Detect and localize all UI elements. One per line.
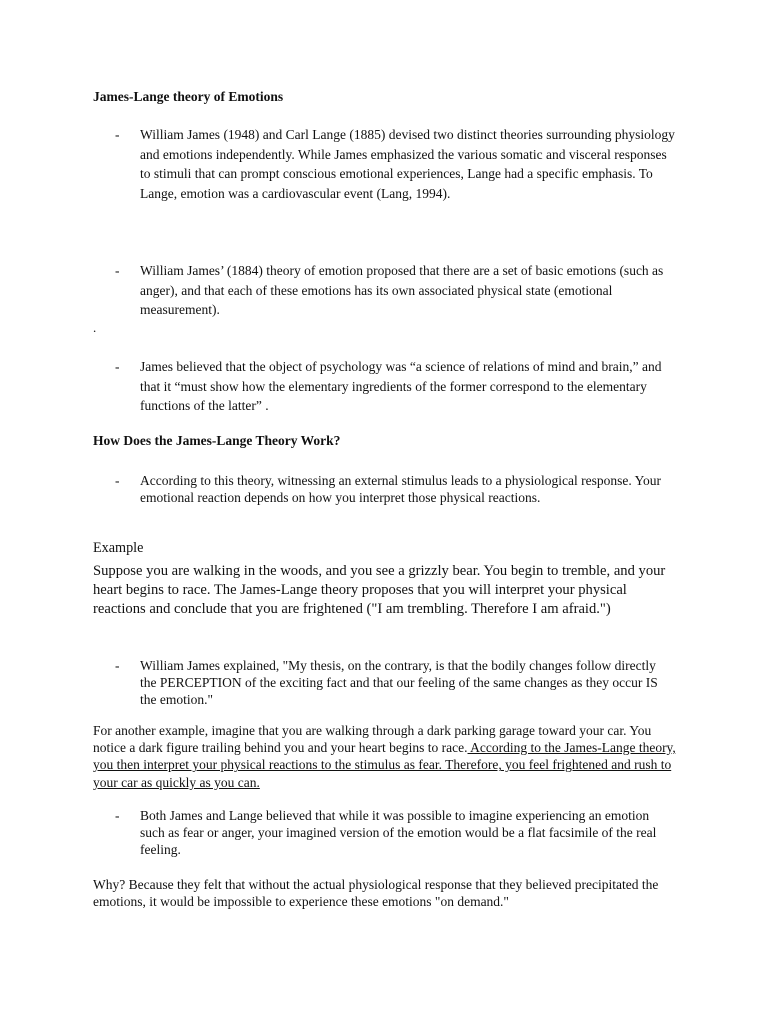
bullet-text: According to this theory, witnessing an external stimulus leads to a physiological response. Your emotional reaction depends on how you interpret those physical reactions.: [140, 473, 662, 506]
another-example-text: For another example, imagine that you are walking through a dark parking garage toward your car. You notice a dark figure trailing behind you and your heart begins to race.: [93, 723, 652, 756]
bullet-item-imagined-emotion: [115, 807, 675, 859]
bullet-dash: -: [115, 263, 120, 278]
bullet-item-james-quote: [115, 657, 675, 709]
bullet-dash: -: [115, 808, 120, 823]
bullet-item-origins: [115, 125, 675, 203]
bullet-dash: -: [115, 127, 120, 142]
bullet-item-stimulus: [115, 472, 675, 506]
stray-dot: .: [93, 320, 97, 335]
bullet-item-psychology-object: [115, 357, 675, 416]
example-paragraph: Suppose you are walking in the woods, and you see a grizzly bear. You begin to tremble, and your heart begins to race. The James-Lange theory proposes that you will interpret your physical reactions and conclude that you are frightened ("I am trembling. Therefore I am afraid."): [93, 563, 666, 618]
bullet-text: Both James and Lange believed that while it was possible to imagine experiencing an emotion such as fear or anger, your imagined version of the emotion would be a flat facsimile of the real feeling.: [140, 808, 657, 858]
section-heading-how-it-works: How Does the James-Lange Theory Work?: [93, 433, 341, 448]
section-heading-theory: James-Lange theory of Emotions: [93, 89, 284, 104]
bullet-dash: -: [115, 658, 120, 673]
underlined-explanation: According to the James-Lange theory, you then interpret your physical reactions to the stimulus as fear. Therefore, you feel frightened and rush to your car as quickly as you can.: [93, 740, 676, 790]
bullet-text: William James explained, "My thesis, on the contrary, is that the bodily changes follow directly the PERCEPTION of the exciting fact and that our feeling of the same changes as they occur IS the emotion.": [140, 658, 658, 708]
bullet-text: William James (1948) and Carl Lange (1885) devised two distinct theories surrounding physiology and emotions independently. While James emphasized the various somatic and visceral responses to stimuli that can prompt conscious emotional experiences, Lange had a specific emphasis. To Lange, emotion was a cardiovascular event (Lang, 1994).: [140, 127, 675, 201]
example-label: Example: [93, 540, 144, 556]
why-paragraph: Why? Because they felt that without the actual physiological response that they believed precipitated the emotions, it would be impossible to experience these emotions "on demand.": [93, 877, 659, 910]
bullet-dash: -: [115, 359, 120, 374]
bullet-text: James believed that the object of psychology was “a science of relations of mind and brain,” and that it “must show how the elementary ingredients of the former correspond to the elementary functions of the latter” .: [140, 359, 662, 413]
bullet-text: William James’ (1884) theory of emotion proposed that there are a set of basic emotions (such as anger), and that each of these emotions has its own associated physical state (emotional measurement).: [140, 263, 664, 317]
bullet-item-basic-emotions: [115, 261, 675, 320]
another-example-paragraph: [93, 722, 683, 791]
bullet-dash: -: [115, 473, 120, 488]
